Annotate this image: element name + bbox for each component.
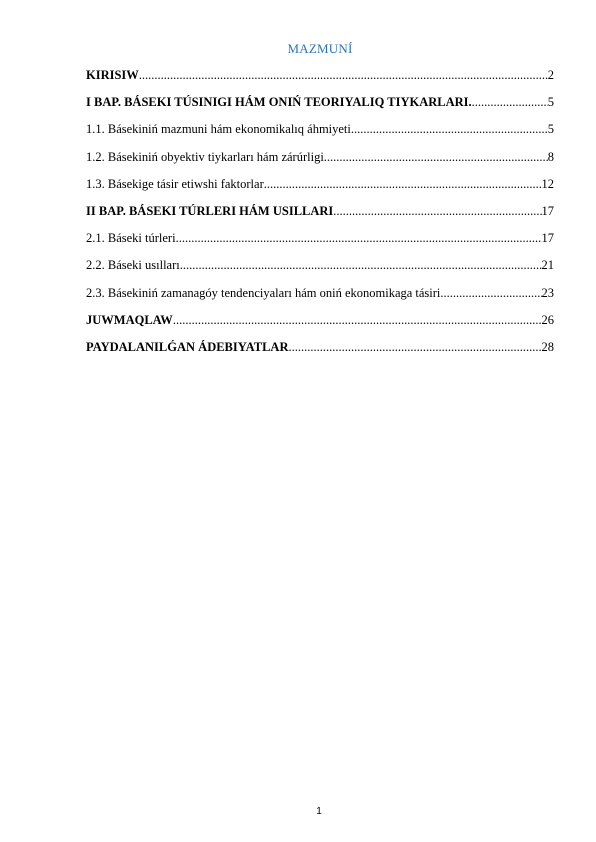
toc-entry-section-2-3[interactable] [86,285,554,312]
toc-entry-page: 2 [547,68,554,82]
toc-entry-juwmaqlaw[interactable] [86,312,554,339]
toc-entry-text: 2.2. Báseki usılları [86,258,180,273]
toc-leader-dots [288,339,541,355]
toc-entry-page: 23 [541,285,554,300]
toc-entry-section-2-2[interactable] [86,257,554,284]
toc-entry-chapter-2[interactable] [86,203,554,230]
toc-entry-page: 17 [541,203,554,218]
toc-entry-page: 17 [541,231,554,246]
toc-leader-dots [264,176,542,192]
table-of-contents [86,67,554,366]
toc-leader-dots [324,149,548,165]
toc-entry-section-1-3[interactable] [86,176,554,203]
toc-entry-text: 1.2. Básekiniń obyektiv tiykarları hám zárúrligi [86,149,324,164]
toc-leader-dots [440,285,541,301]
toc-title: MAZMUNÍ [287,41,353,56]
toc-entry-text: II BAP. BÁSEKI TÚRLERI HÁM USILLARI [86,203,334,218]
toc-entry-text: 2.3. Básekiniń zamanagóy tendenciyaları hám oniń ekonomikaga tásiri [86,285,441,300]
toc-entry-section-1-2[interactable] [86,149,554,176]
toc-entry-text: PAYDALANILǴAN ÁDEBIYATLAR [86,339,289,354]
toc-leader-dots [176,230,542,246]
toc-entry-section-2-1[interactable] [86,230,554,257]
toc-entry-text: I BAP. BÁSEKI TÚSINIGI HÁM ONIŃ TEORIYALIQ TIYKARLARI. [86,95,472,110]
toc-entry-section-1-1[interactable] [86,121,554,148]
toc-entry-page: 8 [547,149,554,164]
toc-leader-dots [351,121,548,137]
toc-entry-page: 26 [541,312,554,327]
toc-entry-page: 5 [547,95,554,110]
toc-entry-references[interactable] [86,339,554,366]
toc-entry-kirisiw[interactable] [86,67,554,94]
toc-entry-page: 21 [541,258,554,273]
toc-entry-text: 1.1. Básekiniń mazmuni hám ekonomikalıq áhmiyeti [86,122,351,137]
toc-entry-chapter-1[interactable] [86,94,554,121]
toc-entry-text: JUWMAQLAW [86,312,173,327]
toc-leader-dots [472,94,548,110]
toc-entry-page: 12 [541,176,554,191]
toc-entry-page: 28 [541,339,554,354]
toc-leader-dots [180,257,542,273]
toc-entry-text: 1.3. Básekige tásir etiwshi faktorlar [86,176,264,191]
toc-entry-page: 5 [547,122,554,137]
toc-entry-text: KIRISIW [86,68,139,82]
toc-leader-dots [173,312,542,328]
toc-leader-dots [333,203,541,219]
toc-entry-text: 2.1. Báseki túrleri [86,231,176,246]
page-number: 1 [316,806,322,817]
toc-leader-dots [139,67,548,83]
